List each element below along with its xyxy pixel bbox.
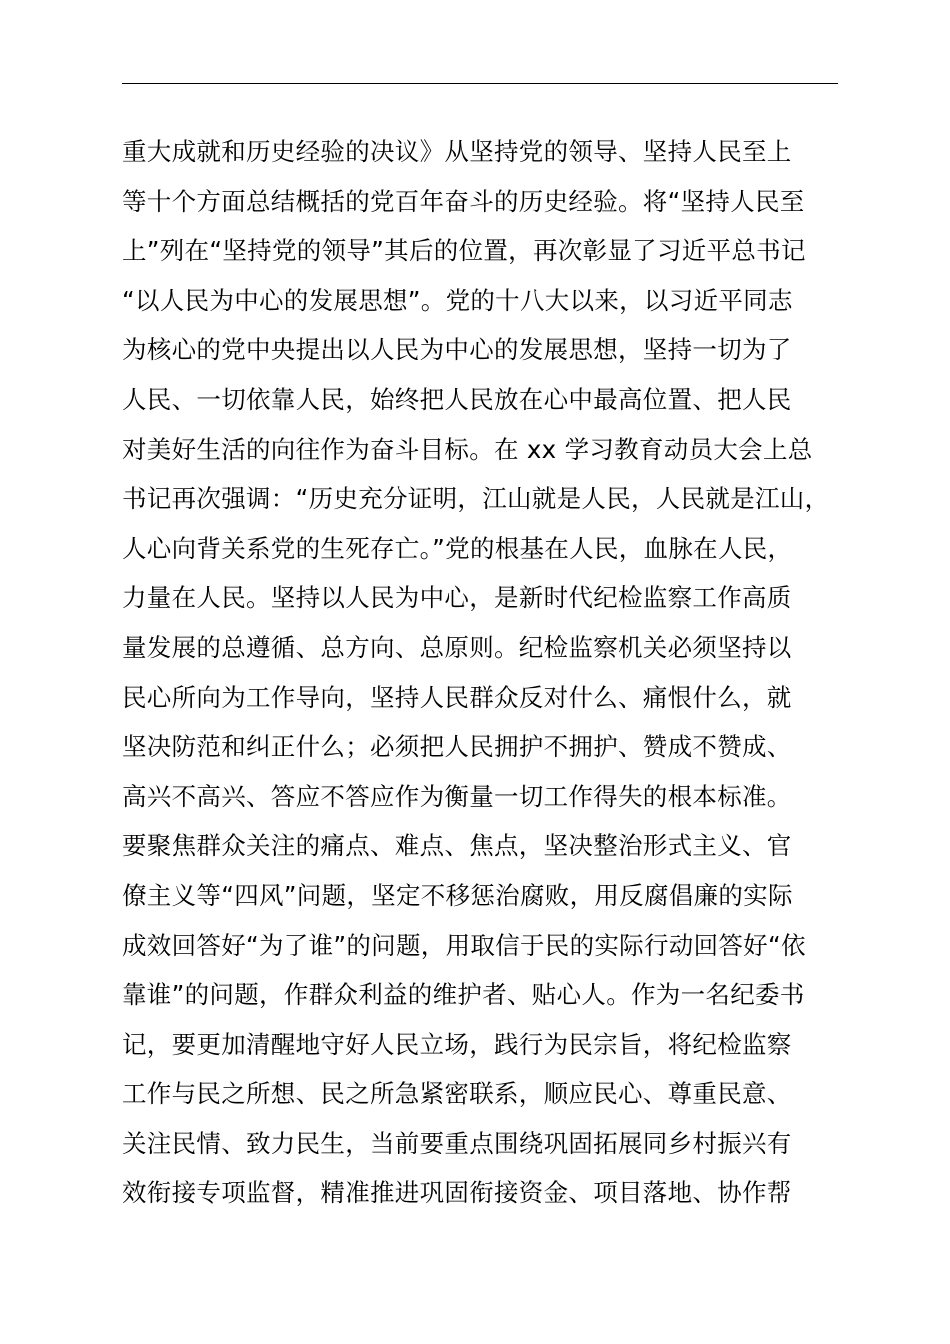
text-line: 重大成就和历史经验的决议》从坚持党的领导、坚持人民至上: [122, 137, 792, 166]
text-line: 力量在人民。坚持以人民为中心，是新时代纪检监察工作高质: [122, 583, 792, 613]
text-line: 民心所向为工作导向，坚持人民群众反对什么、痛恨什么，就: [122, 682, 792, 712]
text-line: 对美好生活的向往作为奋斗目标。在 xx 学习教育动员大会上总: [122, 434, 813, 464]
text-line: 成效回答好“为了谁”的问题，用取信于民的实际行动回答好“依: [122, 930, 806, 960]
text-line: “以人民为中心的发展思想”。党的十八大以来，以习近平同志: [122, 285, 793, 315]
text-line: 僚主义等“四风”问题，坚定不移惩治腐败，用反腐倡廉的实际: [122, 880, 793, 910]
text-line: 量发展的总遵循、总方向、总原则。纪检监察机关必须坚持以: [122, 632, 792, 662]
text-line: 工作与民之所想、民之所急紧密联系，顺应民心、尊重民意、: [122, 1079, 792, 1109]
header-rule: [122, 83, 838, 84]
text-line: 为核心的党中央提出以人民为中心的发展思想，坚持一切为了: [122, 335, 792, 365]
text-line: 上”列在“坚持党的领导”其后的位置，再次彰显了习近平总书记: [122, 236, 806, 266]
text-line: 坚决防范和纠正什么；必须把人民拥护不拥护、赞成不赞成、: [122, 732, 792, 762]
document-body: [122, 127, 862, 1218]
text-line: 记，要更加清醒地守好人民立场，践行为民宗旨，将纪检监察: [122, 1029, 792, 1059]
text-line: 人心向背关系党的生死存亡。”党的根基在人民，血脉在人民，: [122, 533, 793, 563]
text-line: 效衔接专项监督，精准推进巩固衔接资金、项目落地、协作帮: [122, 1178, 792, 1208]
text-line: 书记再次强调：“历史充分证明，江山就是人民，人民就是江山，: [122, 484, 830, 514]
text-line: 等十个方面总结概括的党百年奋斗的历史经验。将“坚持人民至: [122, 186, 805, 216]
text-line: 高兴不高兴、答应不答应作为衡量一切工作得失的根本标准。: [122, 781, 792, 811]
text-line: 靠谁”的问题，作群众利益的维护者、贴心人。作为一名纪委书: [122, 980, 805, 1010]
text-line: 要聚焦群众关注的痛点、难点、焦点，坚决整治形式主义、官: [122, 831, 792, 861]
text-line: 人民、一切依靠人民，始终把人民放在心中最高位置、把人民: [122, 384, 792, 414]
text-line: 关注民情、致力民生，当前要重点围绕巩固拓展同乡村振兴有: [122, 1128, 792, 1158]
